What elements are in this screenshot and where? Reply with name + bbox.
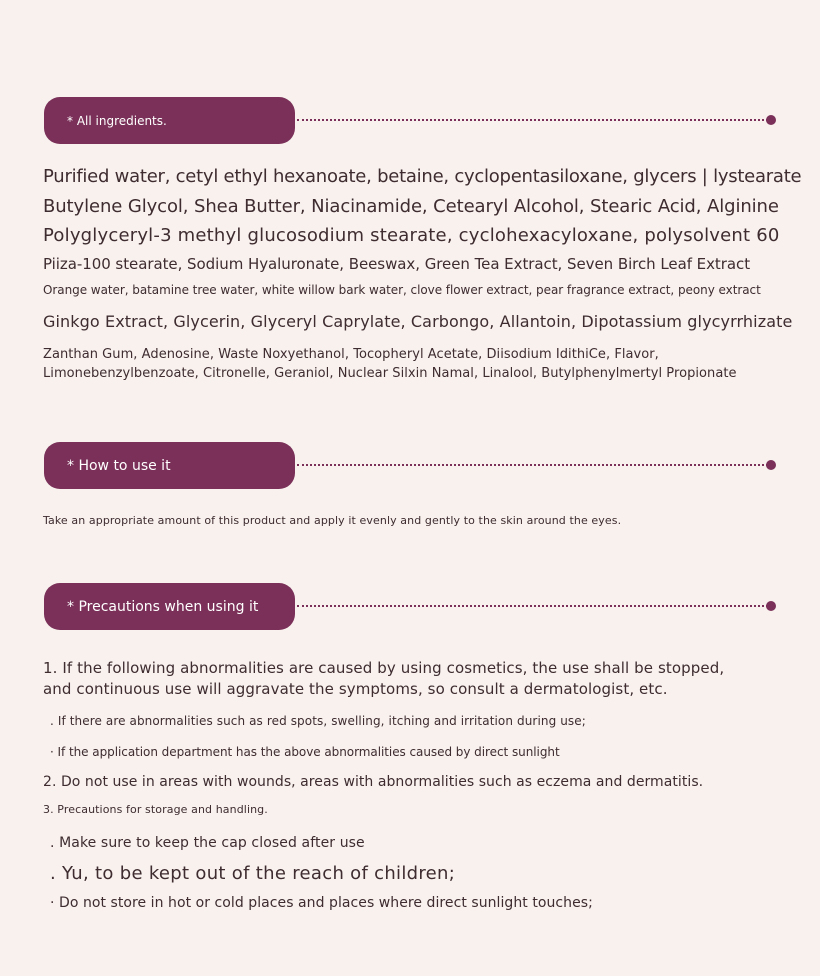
precautions-header xyxy=(44,583,776,630)
ingredient-line: Limonebenzylbenzoate, Citronelle, Geraniol, Nuclear Silxin Namal, Linalool, Butylphenylmertyl Propionate xyxy=(43,366,737,381)
precaution-line: 1. If the following abnormalities are caused by using cosmetics, the use shall be stopped, xyxy=(43,659,725,677)
dotted-divider xyxy=(297,119,768,121)
precaution-line: . If there are abnormalities such as red spots, swelling, itching and irritation during use; xyxy=(50,714,586,728)
dotted-divider xyxy=(297,464,768,466)
how-to-use-title-pill xyxy=(44,442,295,489)
precaution-line: 2. Do not use in areas with wounds, areas with abnormalities such as eczema and dermatitis. xyxy=(43,774,704,790)
precaution-line: · Do not store in hot or cold places and places where direct sunlight touches; xyxy=(50,895,593,911)
divider-end-dot xyxy=(766,601,776,611)
precautions-title-pill xyxy=(44,583,295,630)
how-to-use-text: Take an appropriate amount of this product and apply it evenly and gently to the skin around the eyes. xyxy=(43,514,622,527)
ingredient-line: Orange water, batamine tree water, white willow bark water, clove flower extract, pear fragrance extract, peony extract xyxy=(43,283,761,297)
precaution-line: and continuous use will aggravate the symptoms, so consult a dermatologist, etc. xyxy=(43,680,668,698)
ingredients-header xyxy=(44,97,776,144)
ingredient-line: Butylene Glycol, Shea Butter, Niacinamide, Cetearyl Alcohol, Stearic Acid, Alginine xyxy=(43,196,779,217)
how-to-use-title: * How to use it xyxy=(67,457,171,474)
ingredient-line: Polyglyceryl-3 methyl glucosodium stearate, cyclohexacyloxane, polysolvent 60 xyxy=(43,225,780,246)
how-to-use-header xyxy=(44,442,776,489)
precaution-line: . Make sure to keep the cap closed after use xyxy=(50,835,365,851)
ingredient-line: Ginkgo Extract, Glycerin, Glyceryl Caprylate, Carbongo, Allantoin, Dipotassium glycyrrhizate xyxy=(43,312,793,331)
dotted-divider xyxy=(297,605,768,607)
ingredients-title-pill xyxy=(44,97,295,144)
ingredient-line: Zanthan Gum, Adenosine, Waste Noxyethanol, Tocopheryl Acetate, Diisodium IdithiCe, Flavor, xyxy=(43,347,659,362)
divider-end-dot xyxy=(766,460,776,470)
ingredients-title: * All ingredients. xyxy=(67,113,167,128)
ingredient-line: Piiza-100 stearate, Sodium Hyaluronate, Beeswax, Green Tea Extract, Seven Birch Leaf Extract xyxy=(43,255,751,273)
precaution-line: 3. Precautions for storage and handling. xyxy=(43,803,268,816)
divider-end-dot xyxy=(766,115,776,125)
ingredient-line: Purified water, cetyl ethyl hexanoate, betaine, cyclopentasiloxane, glycers | lystearate xyxy=(43,166,802,187)
precaution-line: . Yu, to be kept out of the reach of children; xyxy=(50,863,456,884)
precaution-line: · If the application department has the above abnormalities caused by direct sunlight xyxy=(50,745,560,759)
precautions-title: * Precautions when using it xyxy=(67,598,259,615)
